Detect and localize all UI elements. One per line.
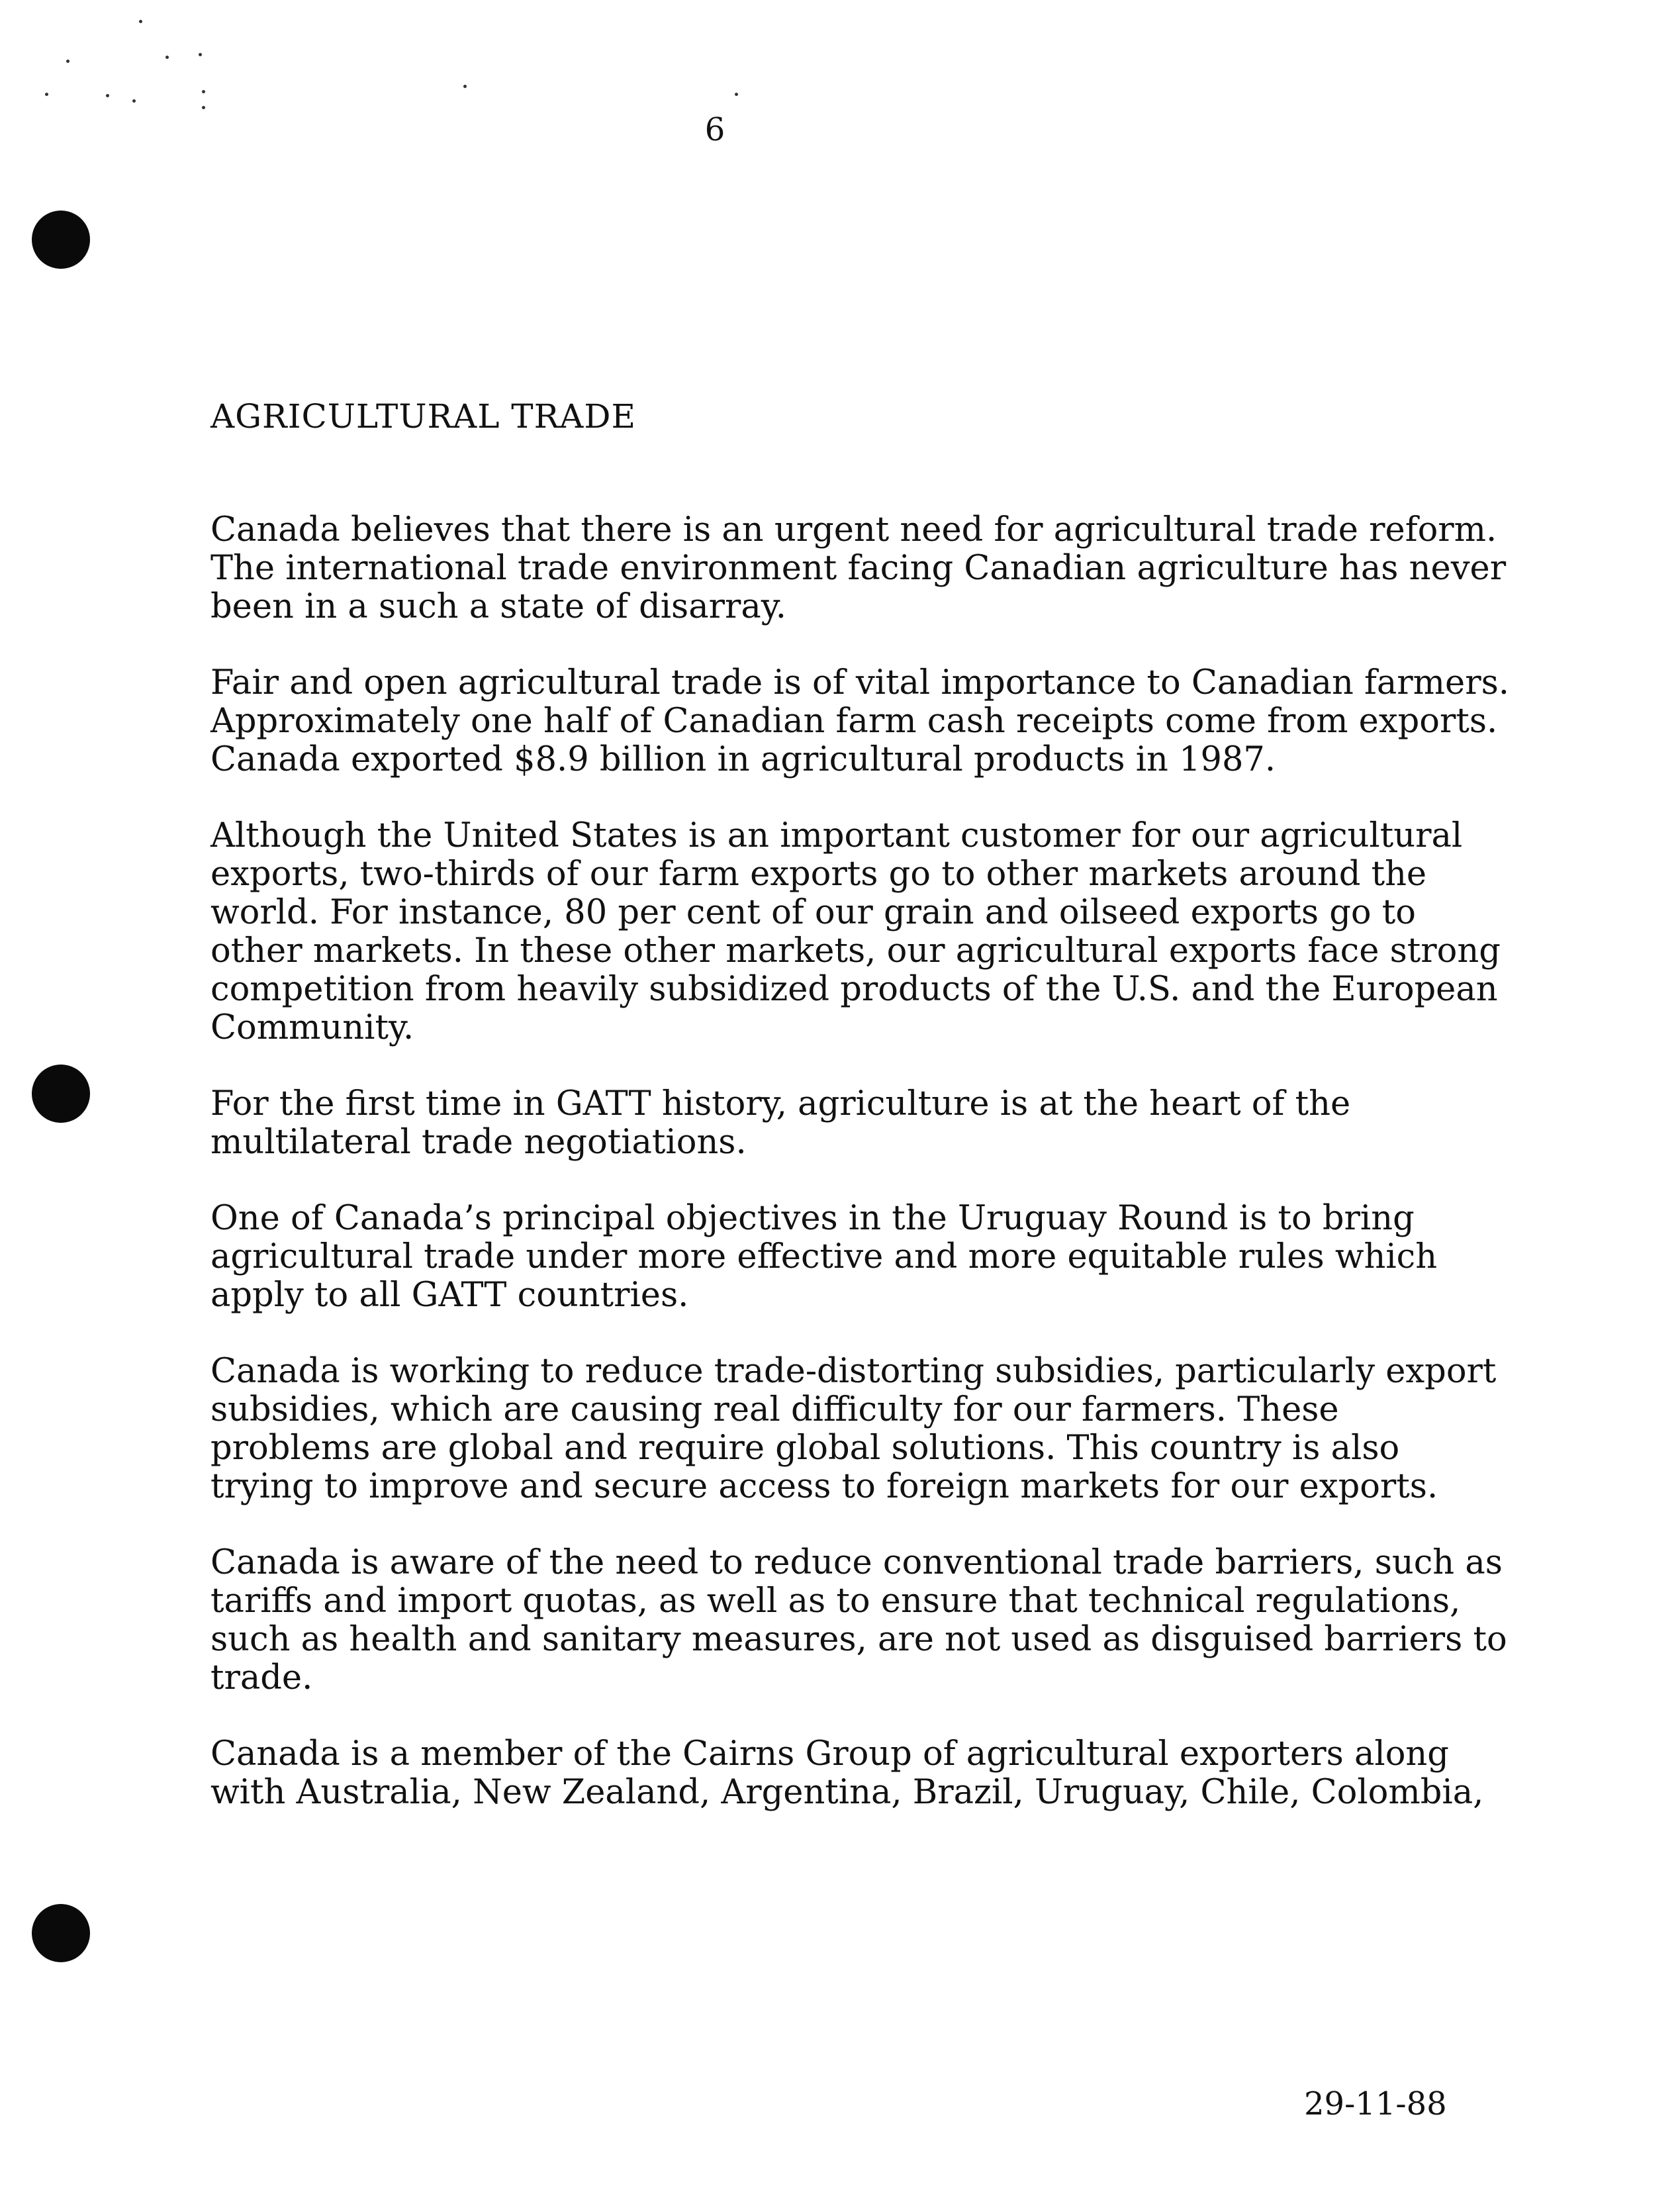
text-line: Canada exported $8.9 billion in agricultural products in 1987.: [210, 740, 1276, 779]
paragraph: [210, 1544, 1521, 1697]
text-line: One of Canada’s principal objectives in the Uruguay Round is to bring: [210, 1199, 1415, 1238]
text-line: trying to improve and secure access to foreign markets for our exports.: [210, 1467, 1438, 1506]
scan-speck: [202, 90, 205, 93]
scan-speck: [165, 56, 169, 59]
punch-hole-top: [32, 211, 90, 269]
text-line: Canada is working to reduce trade-distorting subsidies, particularly export: [210, 1352, 1497, 1391]
scan-speck: [106, 94, 109, 97]
text-line: been in a such a state of disarray.: [210, 587, 787, 626]
text-line: trade.: [210, 1658, 313, 1697]
footer-date: 29-11-88: [1304, 2085, 1447, 2122]
paragraph: [210, 817, 1521, 1047]
scan-speck: [199, 53, 202, 56]
text-line: agricultural trade under more effective and more equitable rules which: [210, 1237, 1438, 1276]
text-line: with Australia, New Zealand, Argentina, Brazil, Uruguay, Chile, Colombia,: [210, 1773, 1484, 1812]
text-line: Canada is a member of the Cairns Group of agricultural exporters along: [210, 1735, 1449, 1774]
text-line: Community.: [210, 1008, 414, 1047]
text-line: apply to all GATT countries.: [210, 1276, 689, 1315]
text-line: world. For instance, 80 per cent of our grain and oilseed exports go to: [210, 893, 1416, 932]
scan-speck: [735, 93, 738, 96]
scan-speck: [463, 85, 467, 88]
scan-speck: [202, 106, 205, 109]
text-line: such as health and sanitary measures, are not used as disguised barriers to: [210, 1620, 1507, 1659]
text-line: Canada believes that there is an urgent need for agricultural trade reform.: [210, 510, 1497, 549]
text-line: The international trade environment facing Canadian agriculture has never: [210, 549, 1507, 588]
text-line: For the first time in GATT history, agriculture is at the heart of the: [210, 1084, 1351, 1123]
paragraph: [210, 1353, 1521, 1506]
text-line: Although the United States is an important customer for our agricultural: [210, 816, 1463, 855]
scan-speck: [139, 20, 142, 23]
text-line: multilateral trade negotiations.: [210, 1123, 747, 1162]
page-number: 6: [704, 111, 725, 148]
text-line: Approximately one half of Canadian farm cash receipts come from exports.: [210, 702, 1498, 741]
scan-speck: [66, 60, 70, 63]
punch-hole-bottom: [32, 1904, 90, 1962]
text-line: problems are global and require global solutions. This country is also: [210, 1429, 1400, 1468]
paragraph: [210, 1735, 1521, 1812]
text-line: competition from heavily subsidized products of the U.S. and the European: [210, 970, 1498, 1009]
text-line: exports, two-thirds of our farm exports go to other markets around the: [210, 855, 1427, 894]
text-line: tariffs and import quotas, as well as to ensure that technical regulations,: [210, 1582, 1461, 1621]
scan-speck: [132, 99, 136, 103]
text-line: Fair and open agricultural trade is of vital importance to Canadian farmers.: [210, 663, 1509, 702]
paragraph: [210, 1200, 1521, 1315]
body-text: [210, 511, 1521, 1850]
section-heading: AGRICULTURAL TRADE: [210, 397, 636, 436]
scan-speck: [45, 93, 48, 96]
paragraph: [210, 664, 1521, 779]
text-line: subsidies, which are causing real difficulty for our farmers. These: [210, 1390, 1339, 1429]
punch-hole-middle: [32, 1065, 90, 1123]
text-line: Canada is aware of the need to reduce conventional trade barriers, such as: [210, 1543, 1503, 1582]
paragraph: [210, 1085, 1521, 1162]
paragraph: [210, 511, 1521, 626]
text-line: other markets. In these other markets, our agricultural exports face strong: [210, 931, 1501, 971]
